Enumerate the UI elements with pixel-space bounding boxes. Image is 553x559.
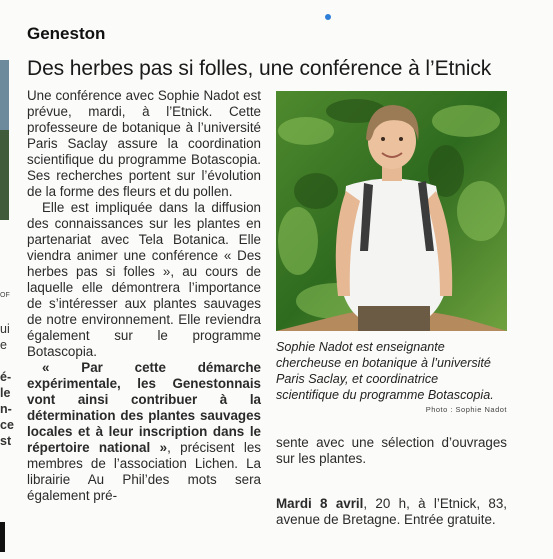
- adjacent-text-fragment: le: [0, 386, 11, 400]
- adjacent-text-fragment: n-: [0, 402, 12, 416]
- paragraph-continuation: sente avec une sélection d’ouvrages sur les plantes.: [276, 435, 507, 466]
- adjacent-text-fragment: ce: [0, 418, 14, 432]
- photo-credit: Photo : Sophie Nadot: [425, 405, 507, 414]
- quote-bold: « Par cette démarche expérimentale, les Genestonnais vont ainsi contribuer à la détermination des plantes sauvages locales et à leur inscription dans le répertoire national »: [27, 360, 261, 455]
- paragraph-1: Une conférence avec Sophie Nadot est prévue, mardi, à l’Etnick. Cette professeure de botanique à l’université Paris Saclay assure la coordination scientifique du programme Botascopia. Ses recherches portent sur l’évolution de la forme des fleurs et du pollen.: [27, 88, 261, 199]
- portrait-illustration: [276, 91, 507, 331]
- adjacent-article-strip: [0, 0, 14, 559]
- location-heading: Geneston: [27, 24, 106, 43]
- adjacent-photo-fragment: [0, 60, 9, 130]
- accent-dot: [325, 14, 331, 20]
- adjacent-text-fragment: é-: [0, 370, 12, 384]
- paragraph-3-rest: , précisent les membres de l’association Lichen. La librairie Au Phil’des mots sera également pré-: [27, 440, 261, 503]
- adjacent-text-fragment: st: [0, 434, 12, 448]
- paragraph-2: Elle est impliquée dans la diffusion des connaissances sur les plantes en partenariat avec Tela Botanica. Elle viendra animer une conférence « Des herbes pas si folles », au cours de laquelle elle démontrera l’importance de s’intéresser aux plantes sauvages de notre environnement. Elle reviendra également sur le programme Botascopia.: [27, 200, 261, 359]
- article-title: Des herbes pas si folles, une conférence à l’Etnick: [27, 57, 492, 80]
- column-rule: [0, 522, 5, 552]
- article-photo: [276, 91, 507, 331]
- article-body-right: [276, 435, 507, 528]
- adjacent-text-fragment: ui: [0, 322, 10, 336]
- adjacent-text-fragment: OF: [0, 292, 10, 299]
- article-body-left: [27, 88, 261, 504]
- adjacent-photo-fragment-2: [0, 130, 9, 220]
- event-details: , 20 h, à l’Etnick, 83, avenue de Bretagne. Entrée gratuite.: [276, 496, 507, 527]
- photo-caption: Sophie Nadot est enseignante chercheuse en botanique à l’université Paris Saclay, et coordinatrice scientifique du programme Botascopia.: [276, 340, 494, 402]
- adjacent-text-fragment: e: [0, 338, 7, 352]
- paragraph-3: [27, 360, 261, 504]
- event-info: [276, 496, 507, 528]
- event-date: Mardi 8 avril: [276, 496, 364, 511]
